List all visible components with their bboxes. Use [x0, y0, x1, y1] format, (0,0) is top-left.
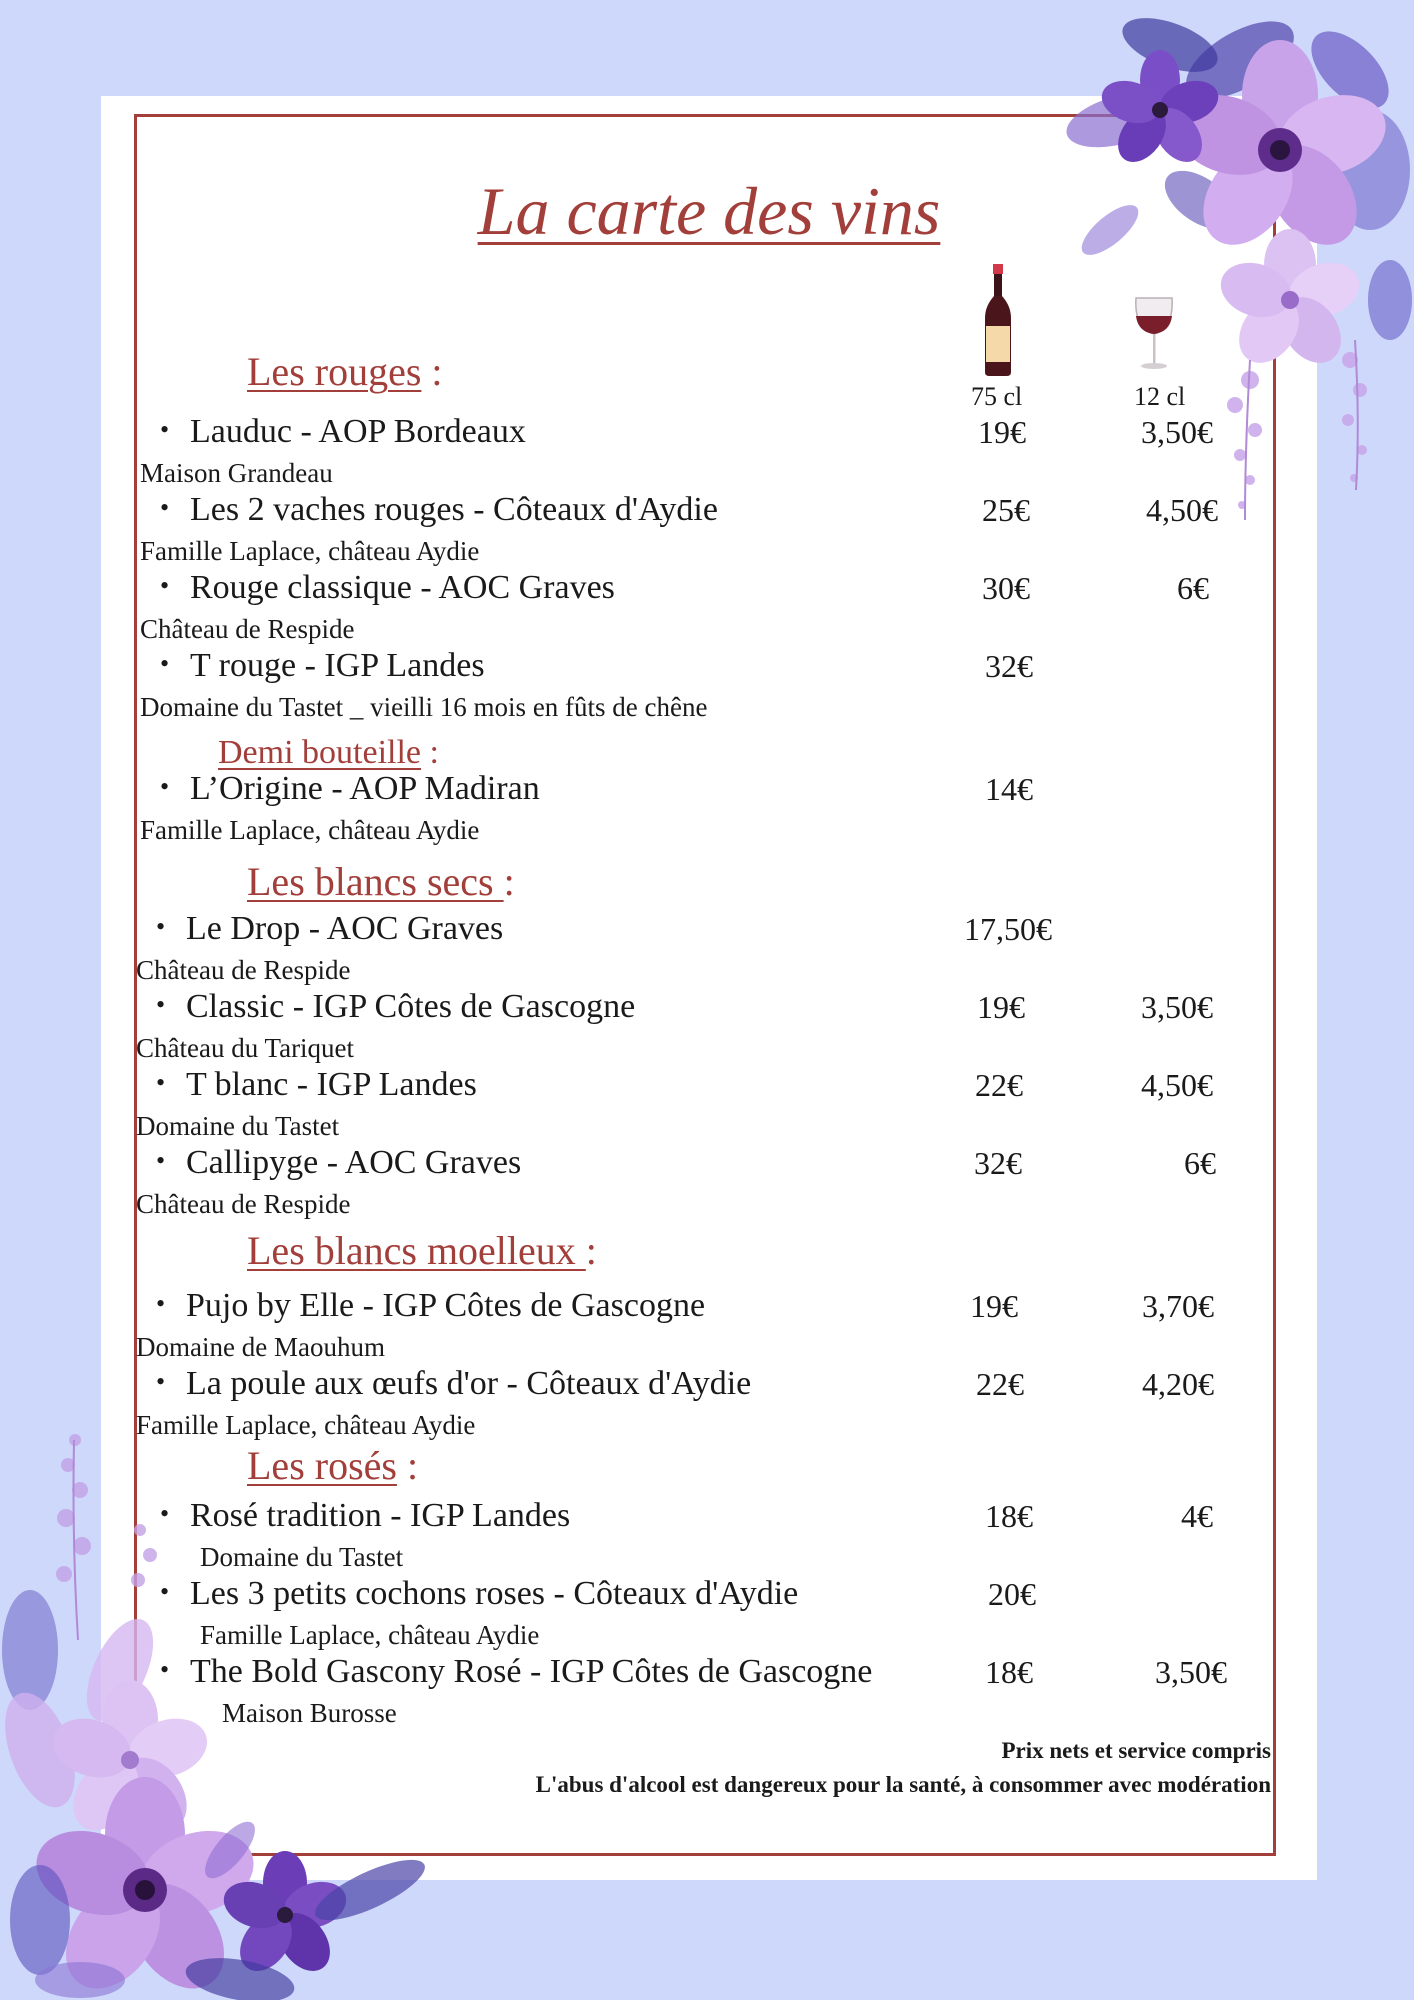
price-glass: 3,70€: [1142, 1288, 1214, 1324]
page-title: La carte des vins: [477, 173, 941, 249]
price-glass: 4,50€: [1141, 1067, 1213, 1103]
wine-glass-icon: [1132, 292, 1176, 372]
list-item: • Callipyge - AOC Graves: [156, 1144, 522, 1181]
column-header-glass: 12 cl: [1134, 382, 1186, 411]
producer-name: Château de Respide: [136, 1189, 351, 1219]
price-glass: 3,50€: [1141, 989, 1213, 1025]
list-item: • Classic - IGP Côtes de Gascogne: [156, 988, 636, 1025]
price-bottle: 19€: [977, 989, 1025, 1025]
column-header-bottle: 75 cl: [971, 382, 1023, 411]
list-item: • T blanc - IGP Landes: [156, 1066, 477, 1103]
producer-name: Château du Tariquet: [136, 1033, 355, 1063]
price-glass: 4,20€: [1142, 1366, 1214, 1402]
price-glass: 6€: [1184, 1145, 1216, 1181]
list-item: • L’Origine - AOP Madiran: [160, 770, 540, 807]
wine-bottle-icon: [983, 264, 1013, 376]
list-item: • La poule aux œufs d'or - Côteaux d'Aydie: [156, 1365, 752, 1402]
producer-name: Domaine du Tastet: [200, 1542, 404, 1572]
section-heading-blancs-secs: Les blancs secs :: [247, 859, 515, 904]
list-item: • Lauduc - AOP Bordeaux: [160, 413, 526, 450]
price-bottle: 22€: [976, 1366, 1024, 1402]
producer-name: Famille Laplace, château Aydie: [140, 815, 480, 845]
footer-alcohol-warning: L'abus d'alcool est dangereux pour la santé, à consommer avec modération: [535, 1772, 1271, 1797]
price-bottle: 18€: [985, 1654, 1033, 1690]
producer-name: Château de Respide: [140, 614, 355, 644]
price-bottle: 30€: [982, 570, 1030, 606]
list-item: • Pujo by Elle - IGP Côtes de Gascogne: [156, 1287, 706, 1324]
list-item: • Rosé tradition - IGP Landes: [160, 1497, 571, 1534]
flower-decoration-top-right: [950, 0, 1414, 560]
producer-name: Domaine du Tastet _ vieilli 16 mois en fûts de chêne: [140, 692, 708, 722]
producer-name: Famille Laplace, château Aydie: [136, 1410, 476, 1440]
producer-name: Maison Burosse: [222, 1698, 397, 1728]
producer-name: Domaine de Maouhum: [136, 1332, 385, 1362]
section-heading-roses: Les rosés :: [247, 1443, 419, 1488]
price-glass: 6€: [1177, 570, 1209, 606]
price-glass: 4€: [1181, 1498, 1213, 1534]
list-item: • T rouge - IGP Landes: [160, 647, 485, 684]
price-bottle: 25€: [982, 492, 1030, 528]
list-item: • Les 3 petits cochons roses - Côteaux d'Aydie: [160, 1575, 799, 1612]
producer-name: Famille Laplace, château Aydie: [200, 1620, 540, 1650]
section-heading-demi-bouteille: Demi bouteille :: [218, 734, 439, 771]
producer-name: Famille Laplace, château Aydie: [140, 536, 480, 566]
list-item: • Les 2 vaches rouges - Côteaux d'Aydie: [160, 491, 718, 528]
price-glass: 4,50€: [1146, 492, 1218, 528]
price-bottle: 32€: [985, 648, 1033, 684]
price-glass: 3,50€: [1155, 1654, 1227, 1690]
price-bottle: 20€: [988, 1576, 1036, 1612]
section-heading-rouges: Les rouges :: [247, 349, 443, 394]
producer-name: Château de Respide: [136, 955, 351, 985]
list-item: • Rouge classique - AOC Graves: [160, 569, 615, 606]
list-item: • The Bold Gascony Rosé - IGP Côtes de Gascogne: [160, 1653, 873, 1690]
price-bottle: 22€: [975, 1067, 1023, 1103]
price-bottle: 14€: [985, 771, 1033, 807]
price-bottle: 18€: [985, 1498, 1033, 1534]
producer-name: Domaine du Tastet: [136, 1111, 340, 1141]
price-bottle: 32€: [974, 1145, 1022, 1181]
list-item: • Le Drop - AOC Graves: [156, 910, 504, 947]
producer-name: Maison Grandeau: [140, 458, 333, 488]
price-bottle: 19€: [978, 414, 1026, 450]
price-bottle: 17,50€: [964, 911, 1052, 947]
footer-prices-note: Prix nets et service compris: [1001, 1738, 1271, 1763]
price-glass: 3,50€: [1141, 414, 1213, 450]
section-heading-blancs-moelleux: Les blancs moelleux :: [247, 1228, 597, 1273]
price-bottle: 19€: [970, 1288, 1018, 1324]
